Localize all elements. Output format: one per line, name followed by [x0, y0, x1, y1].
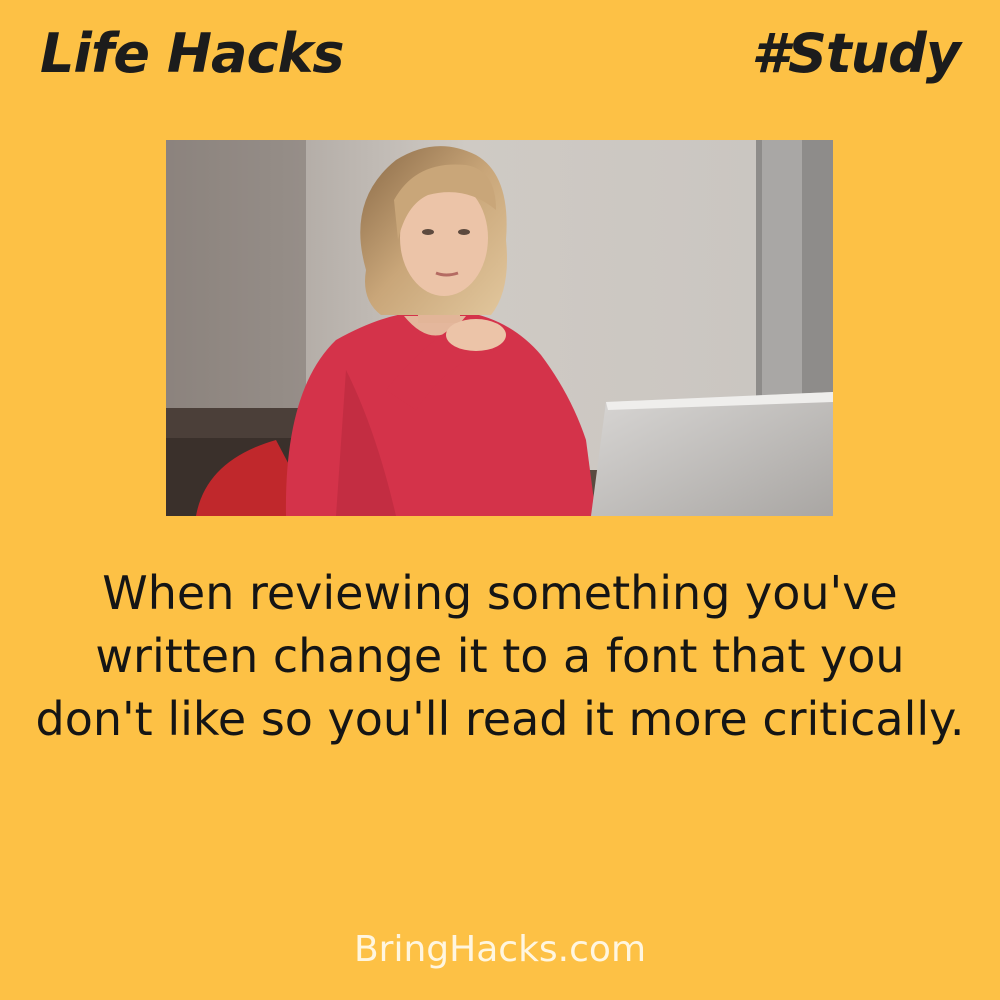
- woman-at-laptop-photo: [166, 140, 833, 516]
- header-title: Life Hacks: [40, 22, 344, 85]
- header-category: #Study: [751, 22, 960, 85]
- tip-text: When reviewing something you've written change it to a font that you don't like so you'll read it more critically.: [35, 566, 965, 746]
- footer-site[interactable]: BringHacks.com: [353, 929, 647, 970]
